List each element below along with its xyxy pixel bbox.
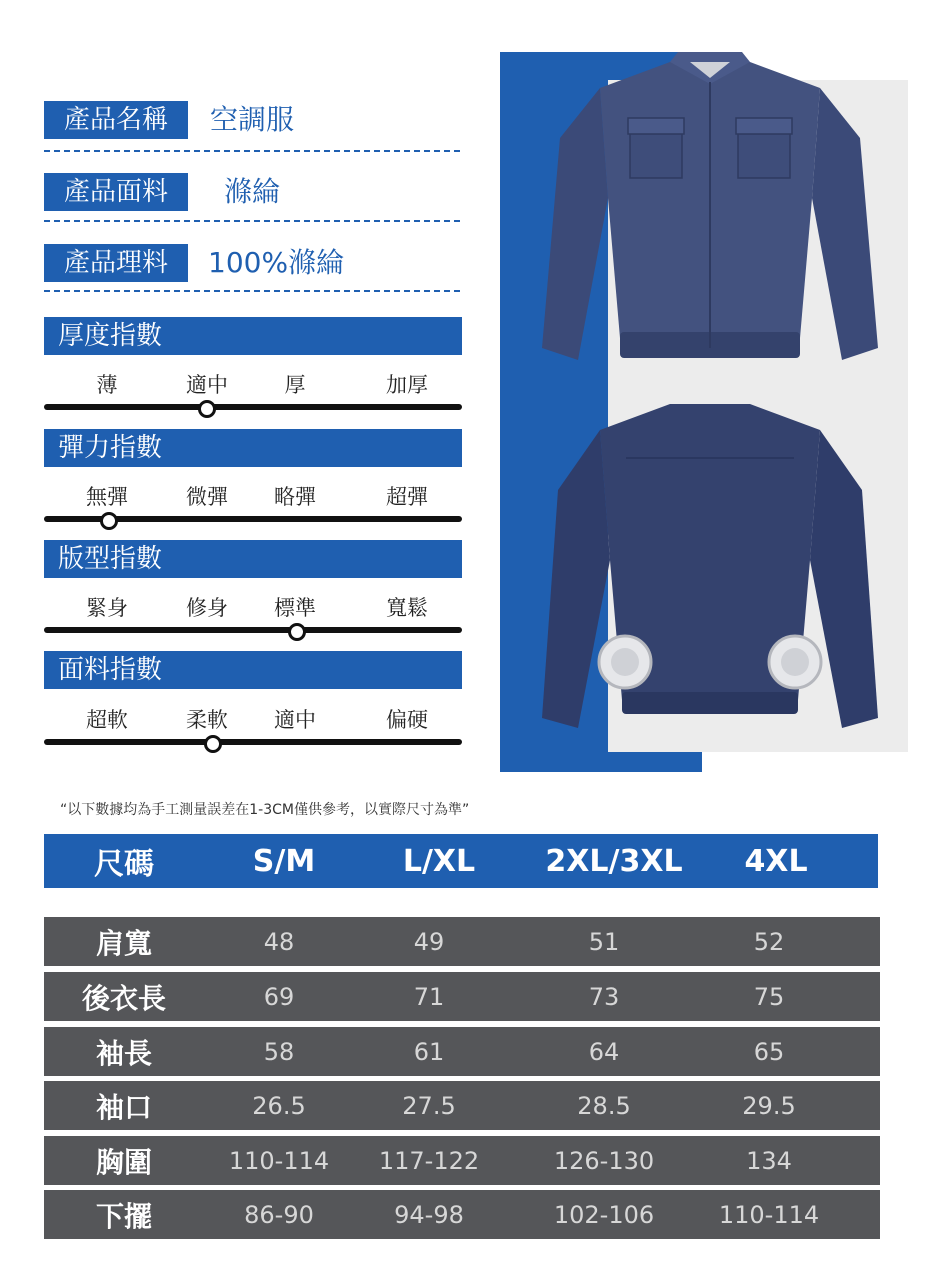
table-cell: 71 [413,982,445,1011]
table-cell: 52 [753,927,785,956]
table-cell: 86-90 [244,1200,314,1229]
index-option: 略彈 [274,485,316,509]
size-header-label: 尺碼 [94,847,154,882]
size-header-cell: 4XL [744,843,808,879]
index-option: 偏硬 [386,708,428,732]
table-cell: 58 [263,1037,295,1066]
index-slider-knob [100,512,118,530]
row-label: 胸圍 [95,1145,152,1179]
index-slider-track [44,404,462,410]
index-slider-track [44,739,462,745]
table-cell: 110-114 [718,1200,820,1229]
info-label-name: 產品名稱 [44,101,188,139]
index-option: 薄 [96,373,118,397]
table-row [44,1136,880,1185]
info-label-fabric: 產品面料 [44,173,188,211]
index-header-elasticity: 彈力指數 [44,429,462,467]
table-cell: 126-130 [553,1146,655,1175]
index-option: 微彈 [186,485,228,509]
divider [44,220,460,222]
index-option: 適中 [186,373,228,397]
table-cell: 65 [753,1037,785,1066]
index-slider-knob [198,400,216,418]
fan-icon [599,636,651,688]
index-header-thickness: 厚度指數 [44,317,462,355]
row-label: 下擺 [95,1199,152,1233]
table-row [44,1027,880,1076]
table-cell: 48 [263,927,295,956]
fan-icon [769,636,821,688]
row-label: 肩寬 [95,926,152,960]
row-label: 袖長 [95,1036,152,1070]
table-cell: 49 [413,927,445,956]
index-option: 寬鬆 [386,596,428,620]
table-cell: 64 [588,1037,620,1066]
size-header-cell: S/M [252,843,316,879]
table-row [44,1190,880,1239]
table-cell: 94-98 [394,1200,464,1229]
table-cell: 26.5 [252,1091,306,1120]
index-header-softness: 面料指數 [44,651,462,689]
divider [44,150,460,152]
table-cell: 29.5 [742,1091,796,1120]
table-cell: 110-114 [228,1146,330,1175]
info-value-name: 空調服 [210,103,295,136]
table-cell: 102-106 [553,1200,655,1229]
index-option: 超軟 [86,708,128,732]
table-cell: 134 [746,1146,792,1175]
table-cell: 117-122 [378,1146,480,1175]
index-slider-knob [288,623,306,641]
table-cell: 75 [753,982,785,1011]
size-table-header [44,834,878,888]
table-row [44,972,880,1021]
index-option: 柔軟 [186,708,228,732]
size-header-cell: 2XL/3XL [545,843,683,879]
info-value-material: 100%滌綸 [208,246,345,279]
jacket-back-image [530,400,890,735]
table-cell: 69 [263,982,295,1011]
index-option: 加厚 [386,373,428,397]
info-value-fabric: 滌綸 [224,175,281,208]
index-option: 超彈 [386,485,428,509]
table-row [44,917,880,966]
index-option: 適中 [274,708,316,732]
table-cell: 28.5 [577,1091,631,1120]
index-option: 標準 [274,596,316,620]
index-header-fit: 版型指數 [44,540,462,578]
table-cell: 73 [588,982,620,1011]
table-cell: 61 [413,1037,445,1066]
row-label: 袖口 [95,1090,152,1124]
index-option: 修身 [186,596,228,620]
jacket-front-image [530,48,890,378]
size-header-cell: L/XL [402,843,476,879]
table-cell: 51 [588,927,620,956]
measurement-note: “以下數據均為手工測量誤差在1-3CM僅供參考，以實際尺寸為準” [60,802,470,818]
index-option: 無彈 [86,485,128,509]
table-row [44,1081,880,1130]
divider [44,290,460,292]
index-option: 緊身 [86,596,128,620]
index-option: 厚 [284,373,306,397]
table-cell: 27.5 [402,1091,456,1120]
row-label: 後衣長 [81,981,166,1015]
index-slider-knob [204,735,222,753]
info-label-material: 產品理料 [44,244,188,282]
index-slider-track [44,627,462,633]
